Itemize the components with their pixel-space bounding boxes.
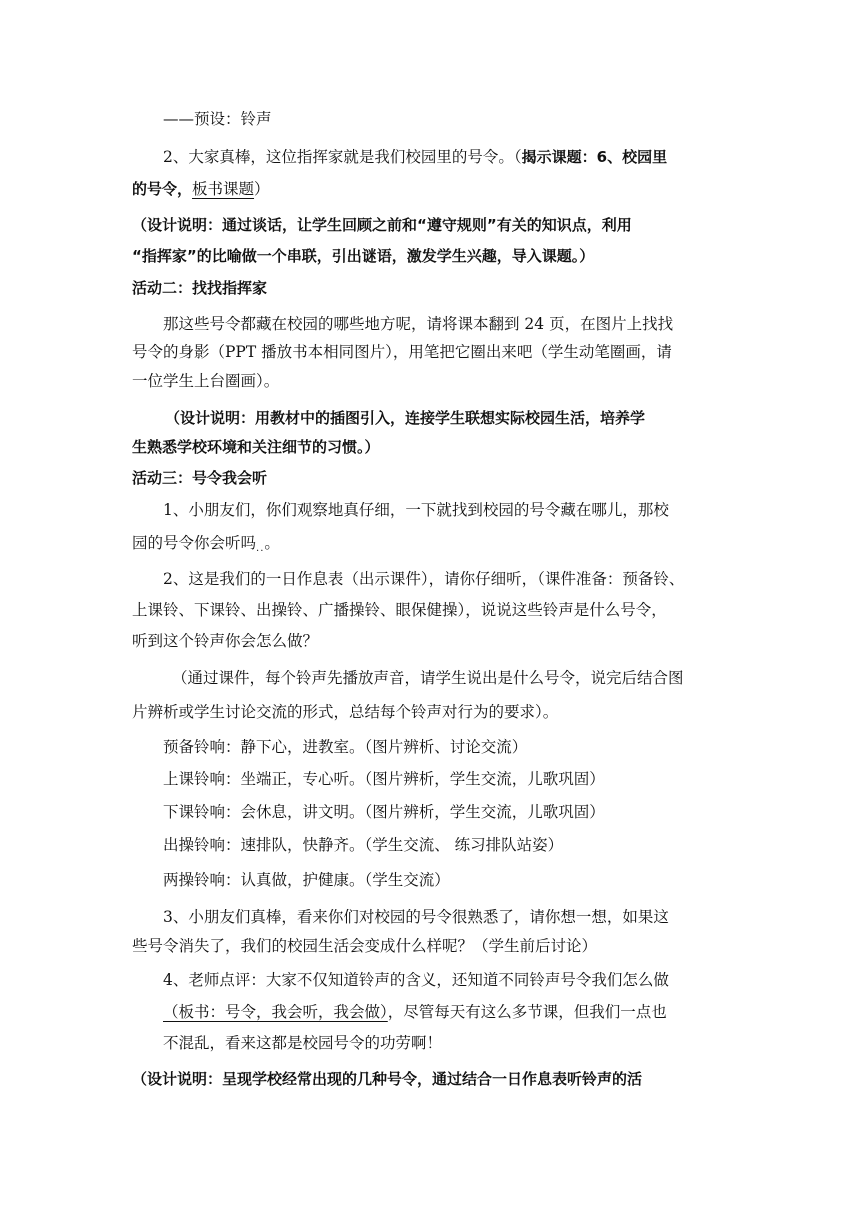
paragraph-line [163,906,669,928]
text: 听到这个铃声你会怎么做？ [132,632,319,650]
design-note [132,214,632,236]
text: 那这些号令都藏在校园的哪些地方呢，请将课本翻到 24 页，在图片上找找 [163,315,674,333]
bold-text: 揭示课题：6、校园里 [521,148,668,166]
text: 下课铃响：会休息，讲文明。（图片辨析，学生交流，儿歌巩固） [163,803,605,821]
text: ） [254,180,270,198]
paragraph-line [132,701,558,723]
bell-rule [163,801,605,823]
bell-rule [163,869,450,891]
text: 1、小朋友们，你们观察地真仔细，一下就找到校园的号令藏在哪儿，那校 [163,501,669,519]
bell-rule [163,736,527,758]
text: 活动三：号令我会听 [132,469,268,487]
paragraph-line [132,935,597,957]
bell-rule [163,834,563,856]
paragraph-line [132,370,279,392]
underlined-text: （板书：号令，我会听，我会做） [163,1003,388,1021]
text: （设计说明：通过谈话，让学生回顾之前和“遵守规则”有关的知识点，利用 [132,216,632,234]
emphasis-dots: .. [256,543,265,554]
section-heading [132,467,267,489]
paragraph-line [163,313,673,335]
text: 生熟悉学校环境和关注细节的习惯。） [132,438,380,456]
text: （通过课件，每个铃声先播放声音，请学生说出是什么号令，说完后结合图 [172,669,684,687]
paragraph-line [163,499,669,521]
section-heading [132,277,267,299]
text: 出操铃响：速排队，快静齐。（学生交流、 练习排队站姿） [163,836,564,854]
text: 2、这是我们的一日作息表（出示课件），请你仔细听，（课件准备：预备铃、 [163,570,685,588]
text: （设计说明：用教材中的插图引入，连接学生联想实际校园生活，培养学 [165,409,646,427]
design-note [132,436,380,458]
paragraph-line [132,532,280,560]
text: 号令的身影（PPT 播放书本相同图片），用笔把它圈出来吧（学生动笔圈画，请 [132,343,672,361]
text: 3、小朋友们真棒，看来你们对校园的号令很熟悉了，请你想一想，如果这 [163,908,669,926]
text: 一位学生上台圈画）。 [132,372,280,390]
text: ，尽管每天有这么多节课，但我们一点也 [387,1003,667,1021]
text: 预备铃响：静下心，进教室。（图片辨析、讨论交流） [163,738,528,756]
text: 上课铃响：坐端正，专心听。（图片辨析，学生交流，儿歌巩固） [163,770,605,788]
bold-text: 的号令， [132,180,193,198]
text: 两操铃响：认真做，护健康。（学生交流） [163,871,450,889]
paragraph-line [163,146,667,168]
text: 4、老师点评：大家不仅知道铃声的含义，还知道不同铃声号令我们怎么做 [163,971,669,989]
design-note [132,245,594,267]
text: 不混乱，看来这都是校园号令的功劳啊！ [163,1034,443,1052]
text: 片辨析或学生讨论交流的形式，总结每个铃声对行为的要求）。 [132,703,559,721]
design-note [132,1068,642,1090]
paragraph-line [163,1001,667,1023]
paragraph-line [132,599,667,621]
paragraph-line [132,341,672,363]
text: ——预设：铃声 [163,110,272,128]
text: 。 [264,534,280,552]
paragraph-line [163,969,669,991]
text: 2、大家真棒，这位指挥家就是我们校园里的号令。（ [163,148,522,166]
text: “指挥家”的比喻做一个串联，引出谜语，激发学生兴趣，导入课题。） [132,247,595,265]
underlined-text: 板书课题 [192,180,255,198]
bell-rule [163,768,605,790]
paragraph-line [172,667,684,689]
paragraph-line [163,568,684,590]
text: 些号令消失了，我们的校园生活会变成什么样呢？（学生前后讨论） [132,937,598,955]
paragraph-line [132,630,318,652]
text: 园的号令你会听吗 [132,534,257,552]
paragraph-line [132,178,270,200]
text: 上课铃、下课铃、出操铃、广播操铃、眼保健操），说说这些铃声是什么号令， [132,601,667,619]
design-note [165,407,645,429]
text: （设计说明：呈现学校经常出现的几种号令，通过结合一日作息表听铃声的活 [132,1070,643,1088]
preset-line [163,108,272,130]
paragraph-line [163,1032,442,1054]
text: 活动二：找找指挥家 [132,279,268,297]
